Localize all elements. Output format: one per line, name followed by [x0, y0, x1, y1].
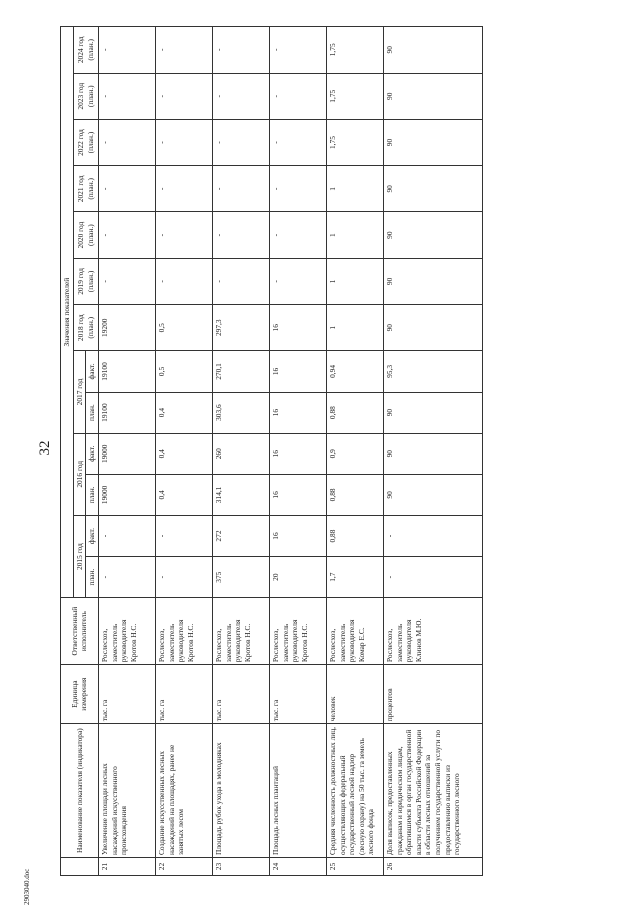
value-cell: 1 [326, 166, 383, 212]
value-cell: 16 [269, 392, 326, 433]
value-cell: - [269, 212, 326, 258]
value-cell: - [383, 557, 482, 598]
indicator-name-cell: Площадь рубок ухода в молодняках [212, 724, 269, 858]
value-cell: - [269, 27, 326, 74]
value-cell: 90 [383, 305, 482, 351]
value-cell: 90 [383, 166, 482, 212]
value-cell: 19200 [98, 305, 155, 351]
unit-cell: тыс. га [98, 665, 155, 724]
value-cell: - [212, 27, 269, 74]
value-cell: 16 [269, 433, 326, 474]
value-cell: - [98, 27, 155, 74]
fact-subheader: факт. [86, 351, 99, 392]
value-cell: 0,4 [155, 474, 212, 515]
value-cell: - [155, 557, 212, 598]
year-2018-header: 2018 год (план.) [73, 305, 98, 351]
col-responsible-header: Ответственный исполнитель [61, 598, 99, 665]
value-cell: 0,88 [326, 474, 383, 515]
value-cell: 303,6 [212, 392, 269, 433]
responsible-cell: Рослесхоз, заместитель руководителя Комар Е.С. [326, 598, 383, 665]
fact-subheader: факт. [86, 515, 99, 556]
plan-subheader: план. [86, 392, 99, 433]
value-cell: 1,7 [326, 557, 383, 598]
value-cell: 0,4 [155, 392, 212, 433]
responsible-cell: Рослесхоз, заместитель руководителя Кротов Н.С. [98, 598, 155, 665]
row-number-cell: 22 [155, 858, 212, 876]
year-2016-header: 2016 год [73, 433, 86, 515]
table-row [155, 27, 212, 876]
rotated-table-wrapper [60, 26, 620, 876]
value-cell: - [269, 258, 326, 304]
value-cell: 0,4 [155, 433, 212, 474]
value-cell: 19100 [98, 392, 155, 433]
value-cell: - [269, 119, 326, 165]
values-group-header: Значения показателей [61, 27, 74, 598]
table-row [269, 27, 326, 876]
value-cell: 1,75 [326, 27, 383, 74]
value-cell: 16 [269, 305, 326, 351]
value-cell: 19000 [98, 433, 155, 474]
row-number-cell: 24 [269, 858, 326, 876]
value-cell: 19000 [98, 474, 155, 515]
indicator-name-cell: Создание искусственных лесных насаждений на площадях, ранее не занятых лесом [155, 724, 212, 858]
value-cell: - [98, 212, 155, 258]
value-cell: 270,1 [212, 351, 269, 392]
unit-cell: человек [326, 665, 383, 724]
value-cell: 1 [326, 305, 383, 351]
value-cell: 90 [383, 258, 482, 304]
value-cell: - [98, 73, 155, 119]
value-cell: - [212, 258, 269, 304]
table-row [212, 27, 269, 876]
value-cell: - [98, 166, 155, 212]
value-cell: - [98, 119, 155, 165]
value-cell: 314,1 [212, 474, 269, 515]
responsible-cell: Рослесхоз, заместитель руководителя Клинов М.Ю. [383, 598, 482, 665]
value-cell: 0,88 [326, 515, 383, 556]
value-cell: 0,88 [326, 392, 383, 433]
value-cell: 272 [212, 515, 269, 556]
value-cell: 297,3 [212, 305, 269, 351]
value-cell: - [212, 166, 269, 212]
fact-subheader: факт. [86, 433, 99, 474]
responsible-cell: Рослесхоз, заместитель руководителя Кротов Н.С. [212, 598, 269, 665]
value-cell: - [98, 557, 155, 598]
row-number-cell: 23 [212, 858, 269, 876]
value-cell: 20 [269, 557, 326, 598]
unit-cell: тыс. га [212, 665, 269, 724]
value-cell: 1 [326, 212, 383, 258]
value-cell: 90 [383, 474, 482, 515]
value-cell: - [155, 73, 212, 119]
value-cell: 16 [269, 474, 326, 515]
unit-cell: тыс. га [155, 665, 212, 724]
value-cell: 16 [269, 515, 326, 556]
year-2020-header: 2020 год (план.) [73, 212, 98, 258]
page-number: 32 [37, 440, 53, 456]
value-cell: - [269, 166, 326, 212]
value-cell: - [212, 119, 269, 165]
value-cell: 90 [383, 73, 482, 119]
indicator-name-cell: Площадь лесных плантаций [269, 724, 326, 858]
footer-filename: 2903040.doc [23, 868, 31, 905]
value-cell: - [155, 212, 212, 258]
value-cell: - [98, 515, 155, 556]
year-2019-header: 2019 год (план.) [73, 258, 98, 304]
value-cell: 0,9 [326, 433, 383, 474]
row-number-cell: 21 [98, 858, 155, 876]
value-cell: 19100 [98, 351, 155, 392]
value-cell: 16 [269, 351, 326, 392]
value-cell: 0,5 [155, 351, 212, 392]
value-cell: 260 [212, 433, 269, 474]
value-cell: 1,75 [326, 73, 383, 119]
value-cell: - [269, 73, 326, 119]
value-cell: 90 [383, 392, 482, 433]
table-row [98, 27, 155, 876]
row-number-cell: 25 [326, 858, 383, 876]
table-row [326, 27, 383, 876]
year-2017-header: 2017 год [73, 351, 86, 433]
value-cell: 95,3 [383, 351, 482, 392]
year-2022-header: 2022 год (план.) [73, 119, 98, 165]
value-cell: - [98, 258, 155, 304]
value-cell: - [155, 515, 212, 556]
table-row [383, 27, 482, 876]
value-cell: 1,75 [326, 119, 383, 165]
col-name-header: Наименование показателя (индикатора) [61, 724, 99, 858]
value-cell: 90 [383, 119, 482, 165]
col-number-header [61, 858, 99, 876]
indicators-table [60, 26, 483, 876]
value-cell: - [155, 166, 212, 212]
value-cell: 90 [383, 27, 482, 74]
value-cell: - [383, 515, 482, 556]
value-cell: 375 [212, 557, 269, 598]
year-2024-header: 2024 год (план.) [73, 27, 98, 74]
year-2021-header: 2021 год (план.) [73, 166, 98, 212]
plan-subheader: план. [86, 557, 99, 598]
value-cell: 90 [383, 433, 482, 474]
value-cell: - [155, 258, 212, 304]
value-cell: - [212, 73, 269, 119]
value-cell: 0,94 [326, 351, 383, 392]
responsible-cell: Рослесхоз, заместитель руководителя Кротов Н.С. [269, 598, 326, 665]
value-cell: - [212, 212, 269, 258]
unit-cell: процентов [383, 665, 482, 724]
year-2015-header: 2015 год [73, 515, 86, 597]
year-2023-header: 2023 год (план.) [73, 73, 98, 119]
value-cell: - [155, 27, 212, 74]
indicator-name-cell: Доля выписок, предоставленных гражданам и юридическим лицам, обратившимся в орган государственной власти субъекта Российской Федерации в области лесных отношений за получением государственной услуги по предоставлению выписки из государственного лесного [383, 724, 482, 858]
indicator-name-cell: Увеличение площади лесных насаждений искусственного происхождения [98, 724, 155, 858]
col-unit-header: Единица измерения [61, 665, 99, 724]
value-cell: 0,5 [155, 305, 212, 351]
value-cell: 1 [326, 258, 383, 304]
responsible-cell: Рослесхоз, заместитель руководителя Кротов Н.С. [155, 598, 212, 665]
plan-subheader: план. [86, 474, 99, 515]
unit-cell: тыс. га [269, 665, 326, 724]
value-cell: - [155, 119, 212, 165]
value-cell: 90 [383, 212, 482, 258]
row-number-cell: 26 [383, 858, 482, 876]
indicator-name-cell: Средняя численность должностных лиц, осуществляющих федеральный государственный лесной надзор (лесную охрану) на 50 тыс. га земель лесного фонда [326, 724, 383, 858]
